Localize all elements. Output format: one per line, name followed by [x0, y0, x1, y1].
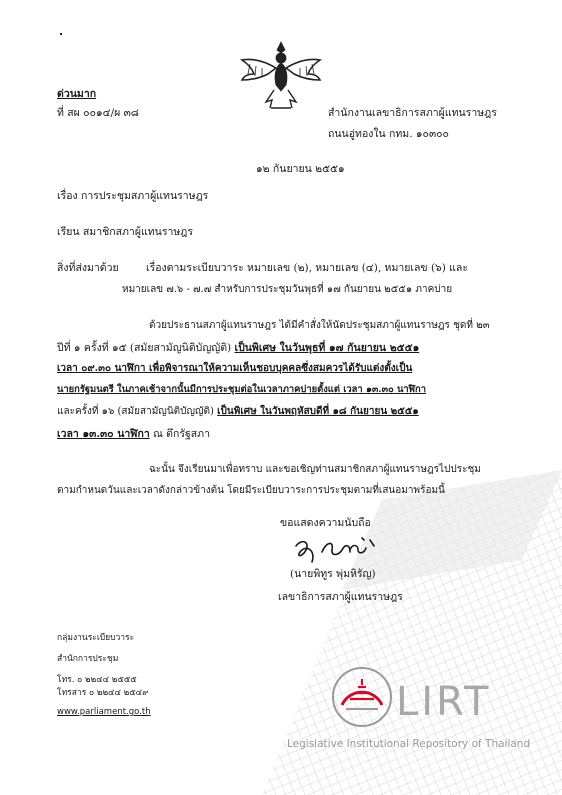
- subject-line: เรื่อง การประชุมสภาผู้แทนราษฎร: [57, 190, 209, 202]
- body-p1-line5: [57, 406, 419, 418]
- body-p1-line5-emphasis: เป็นพิเศษ ในวันพฤหัสบดีที่ ๑๘ กันยายน ๒๕๕๑: [217, 406, 419, 417]
- footer-office: สำนักการประชุม: [57, 654, 119, 664]
- watermark-subtitle: Legislative Institutional Repository of Thailand: [287, 738, 531, 750]
- garuda-emblem-icon: [236, 38, 326, 118]
- body-p2-line1: ฉะนั้น จึงเรียนมาเพื่อทราบ และขอเชิญท่านสมาชิกสภาผู้แทนราษฎรไปประชุม: [149, 464, 481, 475]
- body-p1-line2: [57, 342, 419, 355]
- footer-website-link[interactable]: www.parliament.go.th: [57, 707, 151, 717]
- signer-name: (นายพิทูร พุ่มหิรัญ): [290, 568, 376, 580]
- body-p1-line2-emphasis: เป็นพิเศษ ในวันพุธที่ ๑๗ กันยายน ๒๕๕๑: [234, 342, 420, 354]
- body-p1-line6-emphasis: เวลา ๑๓.๓๐ นาฬิกา: [57, 428, 150, 440]
- enclosure-line-2: หมายเลข ๗.๖ - ๗.๗ สำหรับการประชุมวันพุธที่ ๑๗ กันยายน ๒๕๕๑ ภาคบ่าย: [122, 284, 453, 295]
- watermark-logo-text: LIRT: [396, 679, 492, 725]
- letter-date: ๑๒ กันยายน ๒๕๕๑: [256, 163, 345, 175]
- signer-title: เลขาธิการสภาผู้แทนราษฎร: [278, 591, 403, 603]
- body-p1-line4: นายกรัฐมนตรี ในภาคเช้าจากนั้นมีการประชุมต่อในเวลาภาคบ่ายตั้งแต่ เวลา ๑๓.๓๐ นาฬิกา: [57, 384, 426, 395]
- recipient-line: เรียน สมาชิกสภาผู้แทนราษฎร: [57, 226, 193, 238]
- reference-number: ที่ สผ ๐๐๑๔/ผ ๓๘: [57, 107, 139, 119]
- enclosure-label: สิ่งที่ส่งมาด้วย: [57, 262, 119, 274]
- closing-salutation: ขอแสดงความนับถือ: [280, 517, 371, 529]
- urgency-label: ด่วนมาก: [57, 88, 97, 100]
- stray-mark: [60, 33, 62, 35]
- body-p1-line5-regular: และครั้งที่ ๑๖ (สมัยสามัญนิติบัญญัติ): [57, 406, 214, 417]
- body-p1-line1: ด้วยประธานสภาผู้แทนราษฎร ได้มีคำสั่งให้นัดประชุมสภาผู้แทนราษฎร ชุดที่ ๒๓: [149, 320, 490, 331]
- body-p1-line6-regular: ณ ตึกรัฐสภา: [153, 428, 210, 440]
- body-p1-line6: [57, 428, 210, 441]
- enclosure-line-1: เรื่องตามระเบียบวาระ หมายเลข (๒), หมายเลข (๔), หมายเลข (๖) และ: [146, 262, 468, 274]
- parliament-seal-icon: [330, 665, 394, 729]
- body-p2-line2: ตามกำหนดวันและเวลาดังกล่าวข้างต้น โดยมีระเบียบวาระการประชุมตามที่เสนอมาพร้อมนี้: [57, 485, 445, 496]
- sender-address: ถนนอู่ทองใน กทม. ๑๐๓๐๐: [328, 128, 449, 140]
- footer-department: กลุ่มงานระเบียบวาระ: [57, 633, 135, 643]
- signature-graphic: [292, 532, 382, 568]
- body-p1-line3: เวลา ๐๙.๓๐ นาฬิกา เพื่อพิจารณาให้ความเห็นชอบบุคคลซึ่งสมควรได้รับแต่งตั้งเป็น: [57, 363, 413, 374]
- body-p1-line2-regular: ปีที่ ๑ ครั้งที่ ๑๕ (สมัยสามัญนิติบัญญัติ): [57, 342, 232, 354]
- footer-telephone: โทร. ๐ ๒๒๔๔ ๒๕๕๕: [57, 675, 137, 685]
- sender-office: สำนักงานเลขาธิการสภาผู้แทนราษฎร: [328, 107, 497, 119]
- footer-fax: โทรสาร ๐ ๒๒๔๔ ๒๕๔๙: [57, 688, 149, 698]
